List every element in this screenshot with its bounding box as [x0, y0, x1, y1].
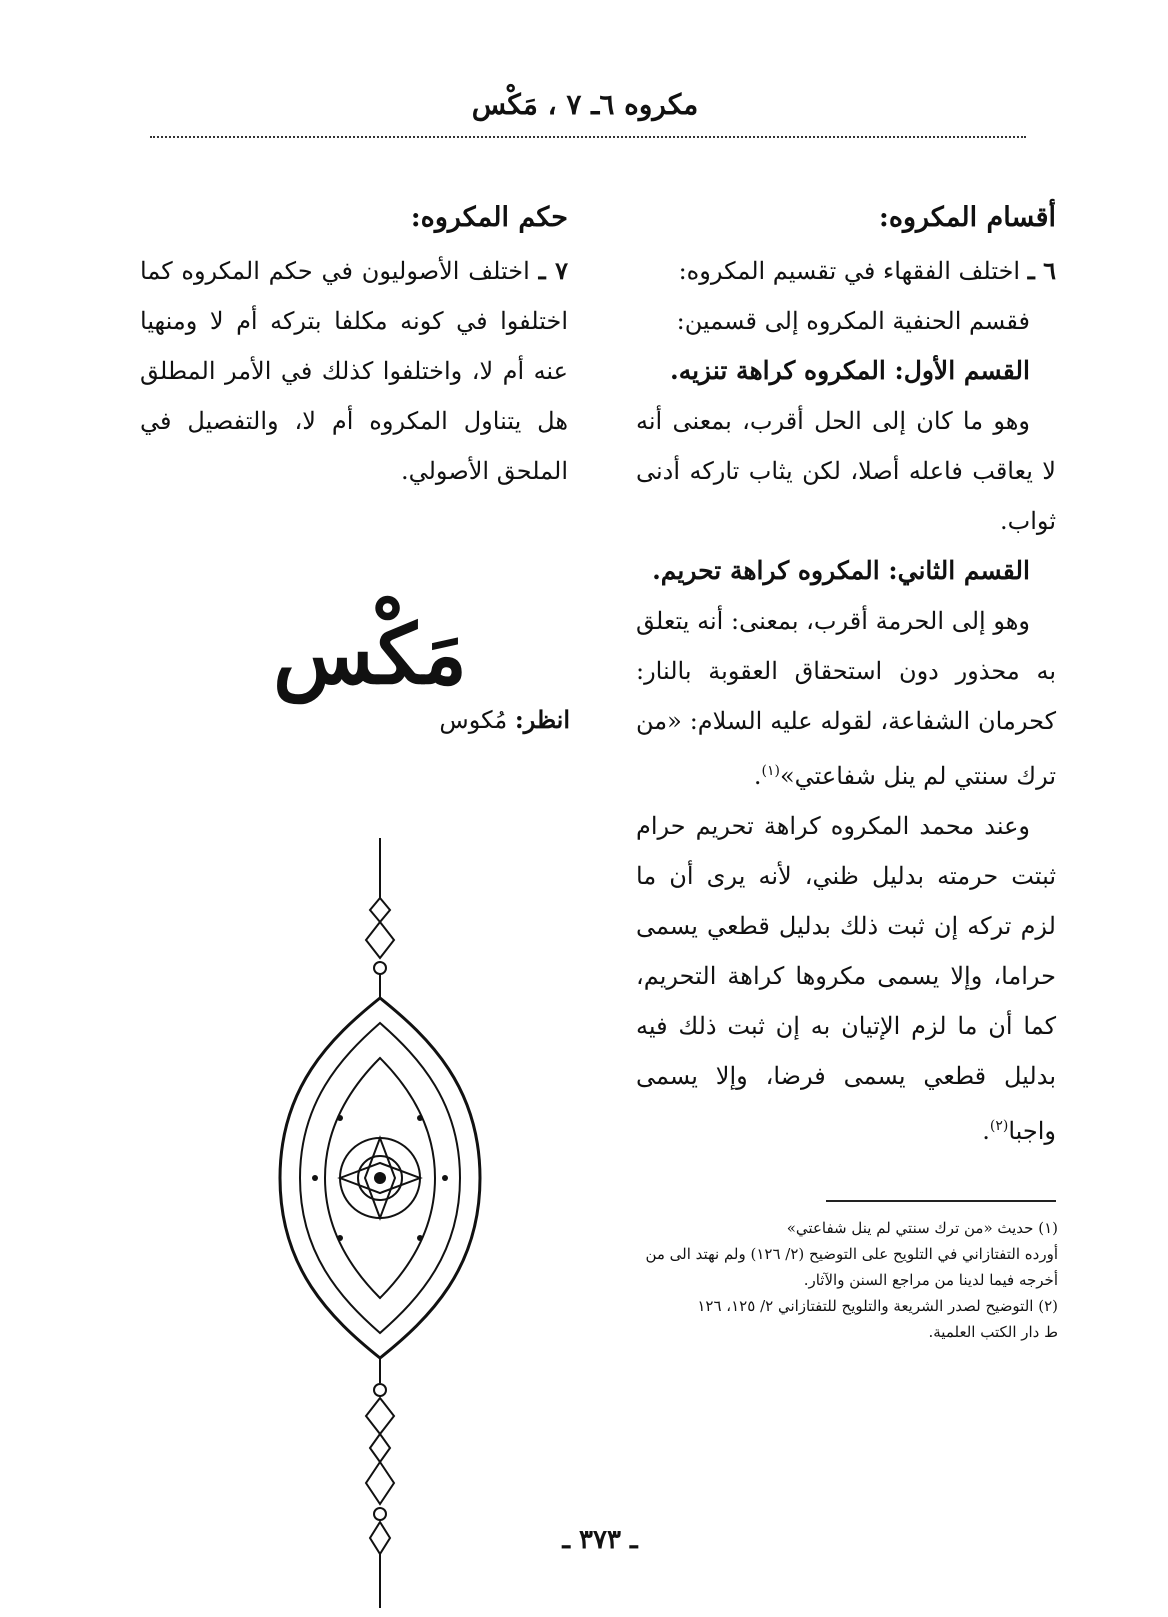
paragraph-text: وعند محمد المكروه كراهة تحريم حرام ثبتت حرمته بدليل ظني، لأنه يرى أن ما لزم تركه إن ثبت ذلك بدليل قطعي يسمى حراما، وإلا يسمى مكروها كراهة التحريم، كما أن ما لزم الإتيان به إن ثبت ذلك فيه بدليل قطعي يسمى فرضا، وإلا يسمى واجبا [636, 812, 1056, 1145]
subheading-second-category: القسم الثاني: المكروه كراهة تحريم. [652, 556, 1030, 585]
section-heading-ruling: حكم المكروه: [410, 202, 568, 233]
paragraph-muhammad-view [636, 801, 1056, 1156]
paragraph-text: وهو إلى الحرمة أقرب، بمعنى: أنه يتعلق به محذور دون استحقاق العقوبة بالنار: كحرمان الشفاعة، لقوله عليه السلام: «من ترك سنتي لم ينل شفاعتي» [636, 607, 1056, 790]
paragraph-end: . [753, 762, 762, 790]
see-target: مُكوس [439, 706, 508, 734]
decorative-ornament-icon [270, 838, 490, 1613]
paragraph-first-category: وهو ما كان إلى الحل أقرب، بمعنى أنه لا يعاقب فاعله أصلا، لكن يثاب تاركه أدنى ثواب. [636, 407, 1056, 535]
paragraph-hanafi-division: فقسم الحنفية المكروه إلى قسمين: [676, 307, 1030, 335]
footnote-1-title: (١) حديث «من ترك سنتي لم ينل شفاعتي» [786, 1219, 1058, 1237]
section-heading-categories: أقسام المكروه: [878, 202, 1056, 233]
right-column [636, 196, 1056, 1156]
entry-headword: مَكْس [273, 607, 467, 703]
cross-reference [380, 700, 570, 740]
footnote-separator [826, 1200, 1056, 1202]
paragraph-second-category [636, 596, 1056, 801]
footnote-2-line1: (٢) التوضيح لصدر الشريعة والتلويح للتفتازاني ٢/ ١٢٥، ١٢٦ [697, 1297, 1058, 1315]
paragraph-number: ٦ ـ [1027, 256, 1056, 285]
footnote-2-line2: ط دار الكتب العلمية. [928, 1323, 1058, 1341]
paragraph-end: . [982, 1117, 990, 1145]
footnote-ref-1: (١) [761, 763, 780, 779]
subheading-first-category: القسم الأول: المكروه كراهة تنزيه. [669, 356, 1030, 385]
footnote-ref-2: (٢) [989, 1118, 1009, 1134]
paragraph-text: اختلف الفقهاء في تقسيم المكروه: [678, 257, 1021, 285]
footnotes [630, 1215, 1058, 1345]
running-title: مكروه ٦ـ ٧ ، مَكْس [471, 88, 699, 121]
paragraph-text: اختلف الأصوليون في حكم المكروه كما اختلفوا في كونه مكلفا بتركه أم لا ومنهيا عنه أم لا، واختلفوا كذلك في الأمر المطلق هل يتناول المكروه أم لا، والتفصيل في الملحق الأصولي. [140, 257, 568, 485]
paragraph-number: ٧ ـ [538, 256, 569, 285]
paragraph-7 [140, 246, 568, 496]
see-label: انظر: [514, 705, 570, 734]
header-dotted-rule [150, 136, 1026, 138]
paragraph-6 [636, 246, 1056, 296]
left-column [140, 196, 568, 496]
page-number: ـ ٣٧٣ ـ [562, 1525, 638, 1555]
footnote-1-body: أورده التفتازاني في التلويح على التوضيح (٢/ ١٢٦) ولم نهتد الى من أخرجه فيما لدينا من مراجع السنن والآثار. [645, 1245, 1058, 1289]
